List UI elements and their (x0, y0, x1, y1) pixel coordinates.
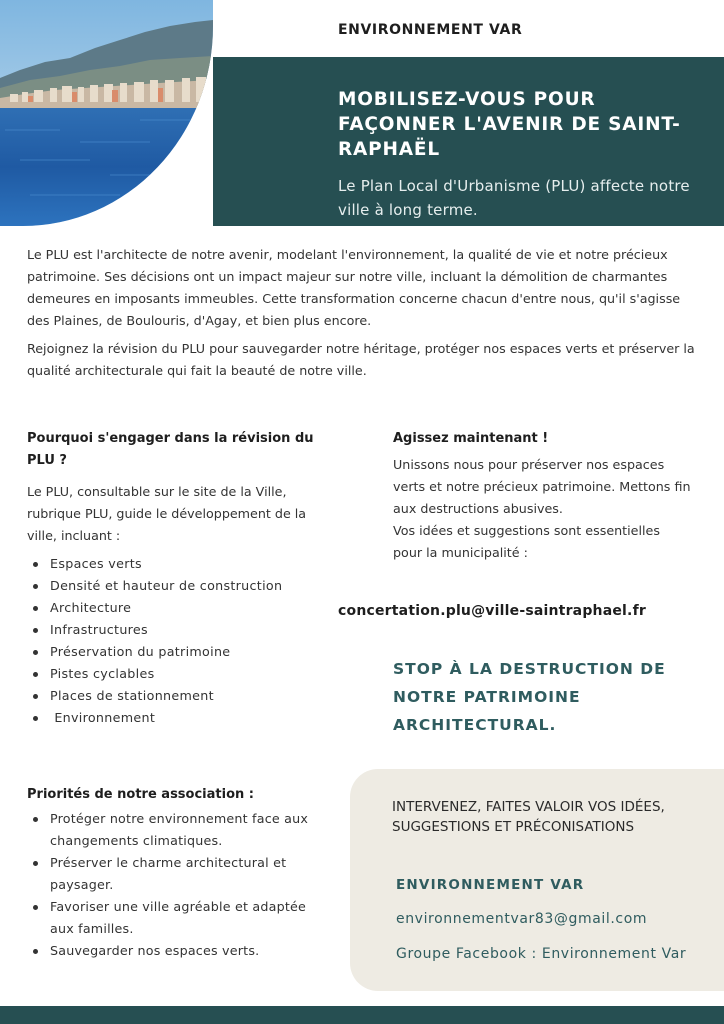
list-item: Densité et hauteur de construction (27, 575, 327, 597)
list-item: Places de stationnement (27, 685, 327, 707)
list-item: Architecture (27, 597, 327, 619)
list-item: Protéger notre environnement face aux changements climatiques. (27, 808, 327, 852)
priorities-list (27, 808, 327, 962)
stop-slogan: STOP À LA DESTRUCTION DE NOTRE PATRIMOINE ARCHITECTURAL. (393, 660, 666, 734)
concertation-email-link[interactable]: concertation.plu@ville-saintraphael.fr (338, 603, 646, 619)
intro-paragraph-1: Le PLU est l'architecte de notre avenir, modelant l'environnement, la qualité de vie et notre précieux patrimoine. Ses décisions ont un impact majeur sur notre ville, incluant la démolition de charmantes demeures en imposants immeubles. Cette transformation concerne chacun d'entre nous, qu'il s'agisse des Plaines, de Boulouris, d'Agay, et bien plus encore. (27, 247, 681, 328)
list-item: Préservation du patrimoine (27, 641, 327, 663)
list-item: Espaces verts (27, 553, 327, 575)
act-section (393, 428, 693, 564)
list-item: Infrastructures (27, 619, 327, 641)
hero-photo-coastline (0, 0, 213, 226)
why-heading: Pourquoi s'engager dans la révision du PLU ? (27, 431, 314, 468)
facebook-group-link[interactable]: Groupe Facebook : Environnement Var (396, 946, 687, 962)
act-text: Unissons nous pour préserver nos espaces verts et notre précieux patrimoine. Mettons fin aux destructions abusives. Vos idées et suggestions sont essentielles pour la municipalité : (393, 457, 691, 560)
why-text: Le PLU, consultable sur le site de la Ville, rubrique PLU, guide le développement de la ville, incluant : (27, 484, 307, 543)
list-item: Préserver le charme architectural et paysager. (27, 852, 327, 896)
list-item: Environnement (27, 707, 327, 729)
list-item: Sauvegarder nos espaces verts. (27, 940, 327, 962)
why-section (27, 428, 327, 729)
title-banner (213, 57, 724, 226)
act-heading: Agissez maintenant ! (393, 431, 549, 446)
priorities-heading: Priorités de notre association : (27, 787, 254, 802)
cta-text: INTERVENEZ, FAITES VALOIR VOS IDÉES, SUGGESTIONS ET PRÉCONISATIONS (392, 799, 665, 835)
page-title: MOBILISEZ-VOUS POUR FAÇONNER L'AVENIR DE SAINT-RAPHAËL (338, 89, 681, 160)
page-subtitle: Le Plan Local d'Urbanisme (PLU) affecte notre ville à long terme. (338, 177, 690, 219)
intro-section (27, 244, 699, 382)
footer-bar (0, 1006, 724, 1024)
list-item: Favoriser une ville agréable et adaptée aux familles. (27, 896, 327, 940)
cta-brand: ENVIRONNEMENT VAR (396, 877, 585, 893)
association-email-link[interactable]: environnementvar83@gmail.com (396, 911, 648, 927)
brand-header: ENVIRONNEMENT VAR (338, 22, 523, 38)
intro-paragraph-2: Rejoignez la révision du PLU pour sauvegarder notre héritage, protéger nos espaces verts et préserver la qualité architecturale qui fait la beauté de notre ville. (27, 341, 695, 378)
plu-topics-list (27, 553, 327, 729)
priorities-section (27, 784, 327, 962)
list-item: Pistes cyclables (27, 663, 327, 685)
contact-box (350, 769, 724, 991)
